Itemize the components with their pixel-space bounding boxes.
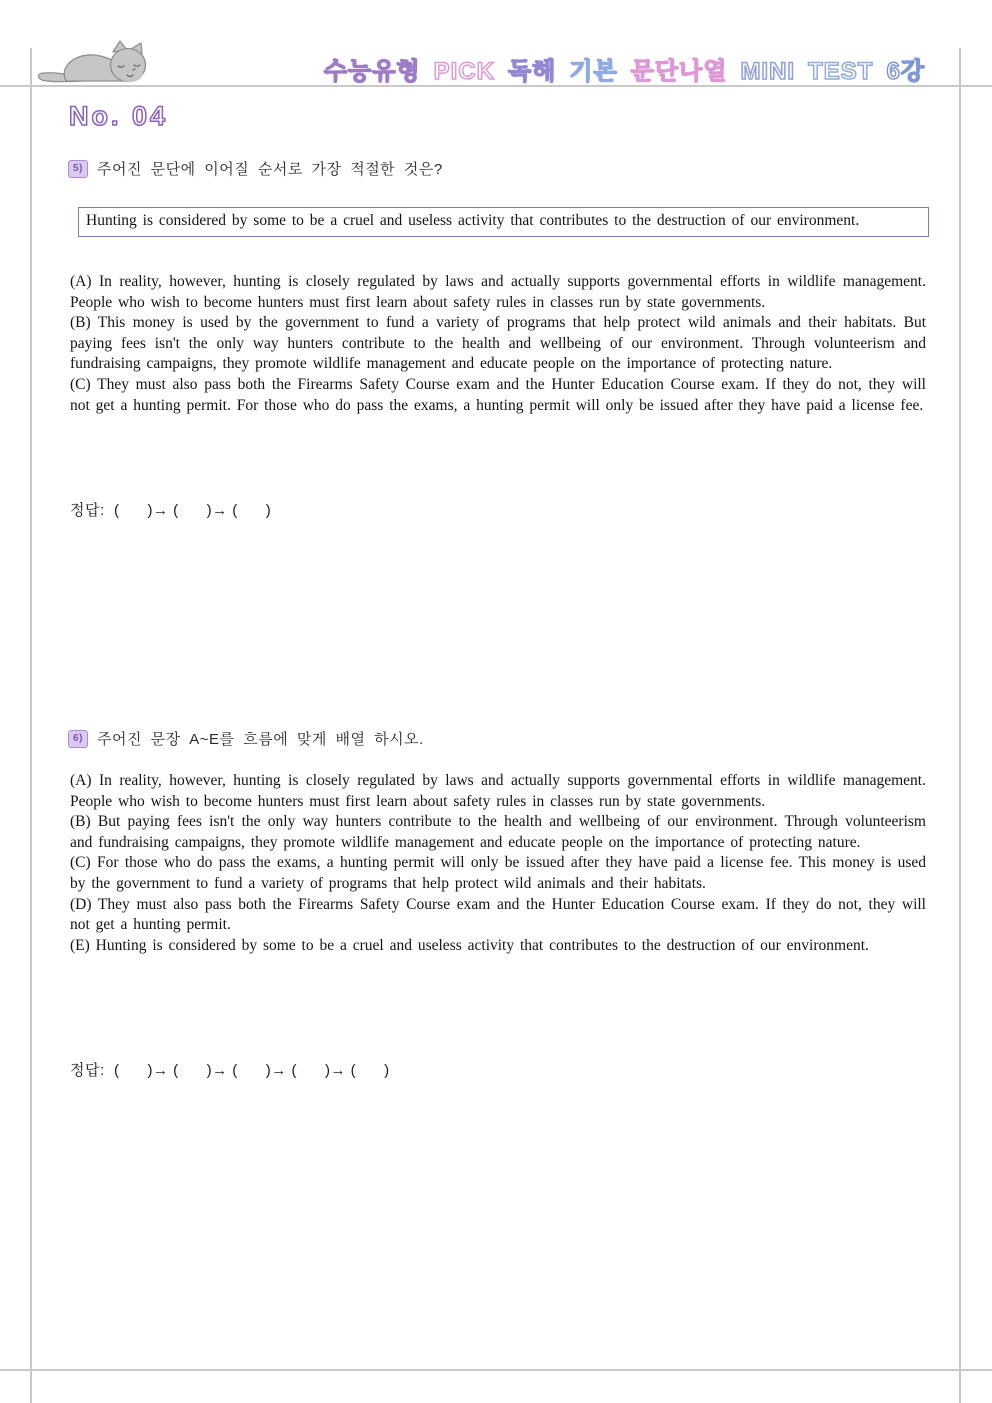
question-1-prompt: 주어진 문단에 이어질 순서로 가장 적절한 것은? <box>97 161 443 178</box>
paragraph: (B) But paying fees isn't the only way hunters contribute to the health and wellbeing of our environment. Through volunteerism and fundraising campaigns, they promote wildlife management and educate people on the importance of protecting nature. <box>70 813 926 851</box>
header-title-word: 문단나열 <box>630 58 728 85</box>
header-title-word: TEST <box>808 58 874 85</box>
question-2-prompt: 주어진 문장 A~E를 흐름에 맞게 배열 하시오. <box>97 731 424 748</box>
header-title-word: PICK <box>433 58 495 85</box>
header-title-word: 6강 <box>886 58 925 85</box>
lying-cat-icon <box>36 39 150 86</box>
frame-line-left <box>30 48 32 1403</box>
header-title-word: 수능유형 <box>323 58 421 85</box>
question-2-paragraphs <box>70 771 926 956</box>
header-title <box>311 51 925 86</box>
paragraph: (E) Hunting is considered by some to be a cruel and useless activity that contributes to the destruction of our environment. <box>70 936 869 954</box>
paragraph: (C) For those who do pass the exams, a hunting permit will only be issued after they have paid a license fee. This money is used by the government to fund a variety of programs that help protect wild animals and their habitats. <box>70 854 926 892</box>
paragraph: (A) In reality, however, hunting is closely regulated by laws and actually supports governmental efforts in wildlife management. People who wish to become hunters must first learn about safety rules in classes run by state governments. <box>70 273 926 311</box>
frame-line-bottom <box>0 1369 992 1371</box>
question-1-paragraphs <box>70 272 926 416</box>
question-1-prompt-row <box>68 158 928 179</box>
header-title-word: 기본 <box>569 58 618 85</box>
question-1-number-badge: 5) <box>68 160 88 178</box>
question-2-answer-line: 정답: ( )→ ( )→ ( )→ ( )→ ( ) <box>70 1062 390 1079</box>
question-2-number-badge: 6) <box>68 730 88 748</box>
page-title: No. 04 <box>69 101 169 131</box>
paragraph: (C) They must also pass both the Firearms Safety Course exam and the Hunter Education Course exam. If they do not, they will not get a hunting permit. For those who do pass the exams, a hunting permit will only be issued after they have paid a license fee. <box>70 375 926 414</box>
header-title-word: 독해 <box>507 58 557 85</box>
paragraph: (D) They must also pass both the Firearms Safety Course exam and the Hunter Education Course exam. If they do not, they will not get a hunting permit. <box>70 895 926 934</box>
paragraph: (B) This money is used by the government to fund a variety of programs that help protect wild animals and their habitats. But paying fees isn't the only way hunters contribute to the health and wellbeing of our environment. Through volunteerism and fundraising campaigns, they promote wildlife management and educate people on the importance of protecting nature. <box>70 314 926 373</box>
header-title-word: MINI <box>740 58 796 85</box>
question-2-prompt-row <box>68 728 928 749</box>
given-sentence-box: Hunting is considered by some to be a cruel and useless activity that contributes to the destruction of our environment. <box>78 207 929 237</box>
question-1-answer-line: 정답: ( )→ ( )→ ( ) <box>70 502 272 519</box>
frame-line-right <box>959 48 961 1403</box>
paragraph: (A) In reality, however, hunting is closely regulated by laws and actually supports governmental efforts in wildlife management. People who wish to become hunters must first learn about safety rules in classes run by state governments. <box>70 772 926 810</box>
